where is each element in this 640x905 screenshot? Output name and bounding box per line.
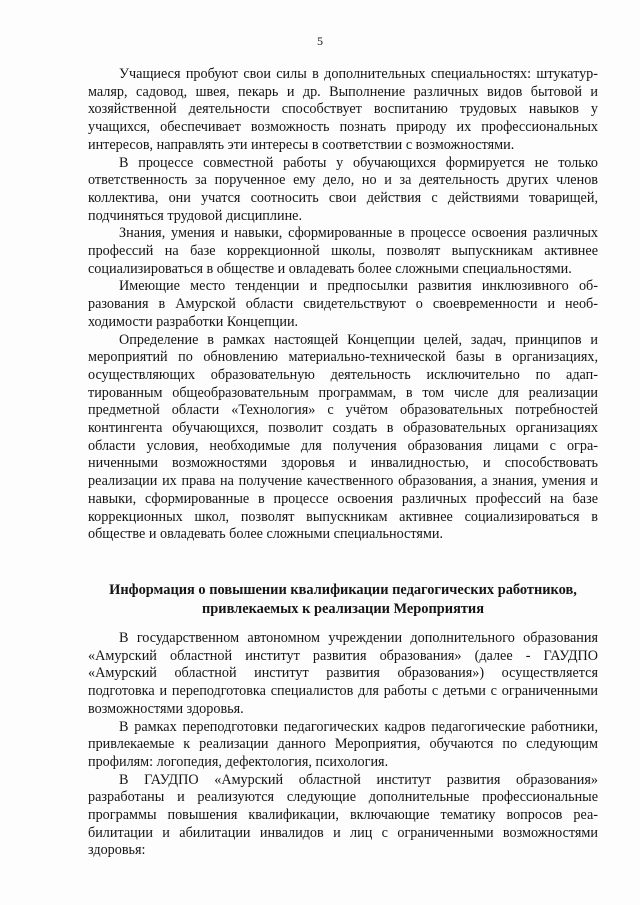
- body-text-top: [88, 66, 598, 544]
- paragraph-retraining-profiles: В рамках переподготовки педагогических кадров педагогические работники, привлекаемые к реализации данного Мероприятия, обучаются по следующим профилям: логопедия, дефектология, психология.: [88, 718, 598, 770]
- paragraph-concept-definition: Определение в рамках настоящей Концепции целей, задач, принципов и мероприятий по обновлению материально-технической базы в организациях, осуществляющих образовательную деятельность исключительно по адаптированным общеобразовательным программам, в том числе для реализации предметной области «Технология» с учётом образовательных потребностей контингента обучающихся, позволит создать в образовательных организациях области условия, необходимые для получения образования лицами с ограниченными возможностями здоровья и инвалидностью, и способствовать реализации их права на получение качественного образования, а знания, умения и навыки, сформированные в процессе освоения различных профессий на базе коррекционных школ, позволят выпускникам активнее социализироваться в обществе и овладевать более сложными специальностями.: [88, 331, 598, 543]
- paragraph-inclusive-trends: Имеющие место тенденции и предпосылки развития инклюзивного образования в Амурской области свидетельствуют о своевременности и необходимости разработки Концепции.: [88, 278, 598, 330]
- body-text-bottom: [88, 630, 598, 860]
- paragraph-institute-training: В государственном автономном учреждении дополнительного образования «Амурский областной институт развития образования» (далее - ГАУДПО «Амурский областной институт развития образования») осуществляется подготовка и переподготовка специалистов для работы с детьми с ограниченными возможностями здоровья.: [88, 630, 598, 717]
- paragraph-qualification-programs: В ГАУДПО «Амурский областной институт развития образования» разработаны и реализуются следующие дополнительные профессиональные программы повышения квалификации, включающие тематику вопросов реабилитации и абилитации инвалидов и лиц с ограниченными возможностями здоровья:: [88, 771, 598, 859]
- paragraph-knowledge-skills: Знания, умения и навыки, сформированные в процессе освоения различных профессий на базе коррекционной школы, позволят выпускникам активнее социализироваться в обществе и овладевать более сложными специальностями.: [88, 225, 598, 277]
- paragraph-additional-specialties: Учащиеся пробуют свои силы в дополнительных специальностях: штукатур-маляр, садовод, швея, пекарь и др. Выполнение различных видов бытовой и хозяйственной деятельности способствует воспитанию трудовых навыков у учащихся, обеспечивает возможность познать природу их профессиональных интересов, направлять эти интересы в соответствии с возможностями.: [88, 66, 598, 153]
- paragraph-joint-work: В процессе совместной работы у обучающихся формируется не только ответственность за порученное ему дело, но и за деятельность других членов коллектива, они учатся соотносить свои действия с действиями товарищей, подчиняться трудовой дисциплине.: [88, 154, 598, 224]
- page-number: 5: [317, 34, 323, 48]
- section-heading: Информация о повышении квалификации педагогических работников, привлекаемых к реализации Мероприятия: [109, 582, 577, 617]
